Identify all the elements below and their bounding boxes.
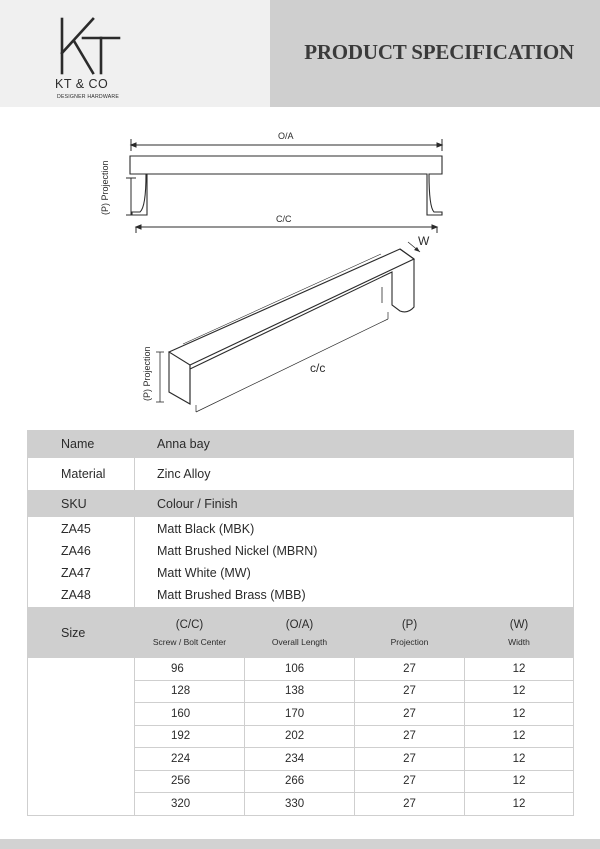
overall-length-label: O/A [278,131,294,141]
title-panel [270,0,600,107]
projection-cell: 27 [355,770,465,793]
oa-cell: 234 [245,748,355,771]
sku-list-row [28,517,574,608]
column-header-oa [245,608,355,658]
width-cell: 12 [465,725,574,748]
projection-label-top: (P) Projection [100,160,110,215]
projection-cell: 27 [355,793,465,816]
kt-logo-icon [55,17,121,75]
width-cell: 12 [465,680,574,703]
column-desc: Screw / Bolt Center [152,637,227,647]
center-to-center-perspective-label: c/c [310,361,326,375]
column-desc: Overall Length [271,637,328,647]
brand-name: KT & CO [55,77,109,91]
column-abbr: (O/A) [285,619,314,631]
width-cell: 12 [465,658,574,681]
cc-cell: 192 [135,725,245,748]
logo-panel [0,0,270,107]
table-row [28,770,574,793]
table-row [28,658,574,681]
projection-cell: 27 [355,748,465,771]
header [0,0,600,107]
column-abbr: (W) [509,619,529,631]
cc-cell: 256 [135,770,245,793]
perspective-view-drawing [156,242,420,412]
sku-codes [28,517,135,608]
table-row [28,725,574,748]
finish-label: Colour / Finish [135,491,574,517]
table-row [28,703,574,726]
size-header-row [28,608,574,658]
sku-code: ZA45 [61,522,91,536]
footer-bar [0,839,600,849]
sku-label: SKU [28,491,135,517]
oa-cell: 202 [245,725,355,748]
sku-header-row [28,491,574,517]
oa-cell: 266 [245,770,355,793]
cc-cell: 128 [135,680,245,703]
sku-code: ZA47 [61,566,91,580]
name-label: Name [28,431,135,458]
size-label: Size [28,608,135,658]
width-cell: 12 [465,770,574,793]
oa-cell: 330 [245,793,355,816]
column-abbr: (P) [401,619,418,631]
sku-finish: Matt Black (MBK) [157,522,255,536]
material-value: Zinc Alloy [135,458,574,491]
sku-code: ZA46 [61,544,91,558]
oa-cell: 170 [245,703,355,726]
column-header-p [355,608,465,658]
cc-cell: 96 [135,658,245,681]
sku-finish: Matt Brushed Brass (MBB) [157,588,306,602]
projection-cell: 27 [355,658,465,681]
brand-tagline: DESIGNER HARDWARE [57,94,120,100]
technical-drawing [0,107,600,427]
table-row [28,680,574,703]
center-to-center-label: C/C [276,214,292,224]
sku-code: ZA48 [61,588,91,602]
cc-cell: 160 [135,703,245,726]
cc-cell: 320 [135,793,245,816]
sku-finish: Matt Brushed Nickel (MBRN) [157,544,318,558]
width-cell: 12 [465,748,574,771]
page-title: PRODUCT SPECIFICATION [304,40,574,64]
projection-cell: 27 [355,725,465,748]
sku-finishes [135,517,574,608]
column-header-cc [135,608,245,658]
name-row [28,431,574,458]
material-label: Material [28,458,135,491]
projection-cell: 27 [355,680,465,703]
cc-cell: 224 [135,748,245,771]
material-row [28,458,574,491]
specification-table [27,430,574,816]
column-abbr: (C/C) [175,619,204,631]
name-value: Anna bay [135,431,574,458]
width-label: W [418,234,430,248]
width-cell: 12 [465,703,574,726]
width-cell: 12 [465,793,574,816]
oa-cell: 106 [245,658,355,681]
column-desc: Projection [390,637,429,647]
projection-label-perspective: (P) Projection [142,346,152,401]
column-desc: Width [508,637,530,647]
table-row [28,748,574,771]
table-row [28,793,574,816]
column-header-w [465,608,574,658]
sku-finish: Matt White (MW) [157,566,251,580]
projection-cell: 27 [355,703,465,726]
oa-cell: 138 [245,680,355,703]
